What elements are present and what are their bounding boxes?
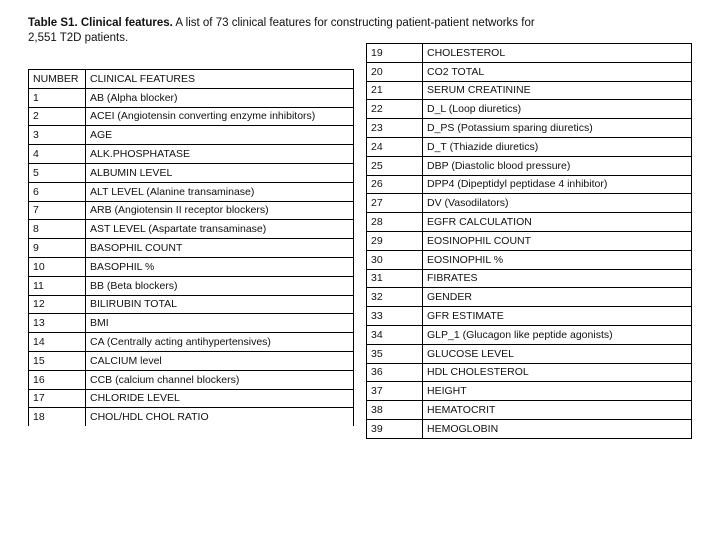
table-row [367, 307, 692, 326]
feature-number: 32 [367, 288, 423, 307]
feature-number: 24 [367, 137, 423, 156]
feature-name: AB (Alpha blocker) [86, 88, 354, 107]
table-row [29, 276, 354, 295]
table-row [367, 363, 692, 382]
feature-name: CCB (calcium channel blockers) [86, 370, 354, 389]
feature-name: ALBUMIN LEVEL [86, 163, 354, 182]
feature-name: AGE [86, 126, 354, 145]
feature-number: 28 [367, 213, 423, 232]
table-row [367, 194, 692, 213]
feature-number: 5 [29, 163, 86, 182]
header-clinical-features: CLINICAL FEATURES [86, 70, 354, 89]
table-row [367, 213, 692, 232]
feature-number: 25 [367, 156, 423, 175]
feature-name: GENDER [423, 288, 692, 307]
feature-name: SERUM CREATININE [423, 81, 692, 100]
feature-number: 27 [367, 194, 423, 213]
table-row [367, 382, 692, 401]
feature-name: CHOL/HDL CHOL RATIO [86, 408, 354, 426]
feature-number: 11 [29, 276, 86, 295]
table-row [29, 88, 354, 107]
table-row [29, 333, 354, 352]
feature-name: CO2 TOTAL [423, 62, 692, 81]
feature-name: AST LEVEL (Aspartate transaminase) [86, 220, 354, 239]
feature-name: DBP (Diastolic blood pressure) [423, 156, 692, 175]
feature-name: D_T (Thiazide diuretics) [423, 137, 692, 156]
table-row [29, 163, 354, 182]
table-row [367, 250, 692, 269]
feature-number: 3 [29, 126, 86, 145]
feature-number: 33 [367, 307, 423, 326]
feature-number: 36 [367, 363, 423, 382]
feature-name: HEMOGLOBIN [423, 419, 692, 438]
feature-number: 35 [367, 344, 423, 363]
feature-name: ARB (Angiotensin II receptor blockers) [86, 201, 354, 220]
feature-number: 30 [367, 250, 423, 269]
table-row [29, 408, 354, 426]
table-row [367, 81, 692, 100]
feature-name: CHOLESTEROL [423, 44, 692, 63]
left-features-table [28, 69, 354, 426]
feature-name: ALK.PHOSPHATASE [86, 145, 354, 164]
table-row [29, 257, 354, 276]
feature-number: 14 [29, 333, 86, 352]
feature-name: HDL CHOLESTEROL [423, 363, 692, 382]
feature-number: 21 [367, 81, 423, 100]
table-row [29, 107, 354, 126]
feature-name: GFR ESTIMATE [423, 307, 692, 326]
feature-number: 15 [29, 351, 86, 370]
table-row [367, 401, 692, 420]
feature-number: 10 [29, 257, 86, 276]
header-number: NUMBER [29, 70, 86, 89]
table-row [29, 370, 354, 389]
caption-text: A list of 73 clinical features for constructing patient-patient networks for 2,551 T2D patients. [28, 17, 535, 44]
table-row [29, 389, 354, 408]
feature-name: DPP4 (Dipeptidyl peptidase 4 inhibitor) [423, 175, 692, 194]
feature-name: HEMATOCRIT [423, 401, 692, 420]
feature-number: 6 [29, 182, 86, 201]
table-header-row [29, 70, 354, 89]
feature-name: CA (Centrally acting antihypertensives) [86, 333, 354, 352]
feature-number: 13 [29, 314, 86, 333]
table-row [29, 126, 354, 145]
feature-number: 23 [367, 119, 423, 138]
feature-number: 20 [367, 62, 423, 81]
table-row [367, 137, 692, 156]
feature-number: 31 [367, 269, 423, 288]
feature-name: CHLORIDE LEVEL [86, 389, 354, 408]
feature-number: 9 [29, 239, 86, 258]
caption-title: Table S1. Clinical features. [28, 17, 173, 29]
table-row [29, 239, 354, 258]
feature-name: CALCIUM level [86, 351, 354, 370]
feature-number: 19 [367, 44, 423, 63]
feature-name: DV (Vasodilators) [423, 194, 692, 213]
table-row [367, 344, 692, 363]
feature-name: GLP_1 (Glucagon like peptide agonists) [423, 325, 692, 344]
feature-name: FIBRATES [423, 269, 692, 288]
table-row [367, 100, 692, 119]
feature-name: ACEI (Angiotensin converting enzyme inhibitors) [86, 107, 354, 126]
feature-name: D_PS (Potassium sparing diuretics) [423, 119, 692, 138]
table-row [367, 44, 692, 63]
feature-number: 22 [367, 100, 423, 119]
table-row [367, 156, 692, 175]
table-row [367, 325, 692, 344]
table-row [367, 231, 692, 250]
table-row [29, 182, 354, 201]
table-row [29, 314, 354, 333]
table-row [367, 119, 692, 138]
feature-number: 7 [29, 201, 86, 220]
right-features-table [366, 43, 692, 439]
feature-number: 39 [367, 419, 423, 438]
table-row [29, 295, 354, 314]
table-row [29, 351, 354, 370]
table-row [29, 220, 354, 239]
feature-name: BASOPHIL % [86, 257, 354, 276]
feature-number: 2 [29, 107, 86, 126]
feature-name: BB (Beta blockers) [86, 276, 354, 295]
feature-name: BASOPHIL COUNT [86, 239, 354, 258]
feature-number: 18 [29, 408, 86, 426]
feature-number: 37 [367, 382, 423, 401]
feature-number: 38 [367, 401, 423, 420]
table-row [367, 62, 692, 81]
table-row [367, 419, 692, 438]
feature-number: 1 [29, 88, 86, 107]
feature-name: D_L (Loop diuretics) [423, 100, 692, 119]
feature-number: 16 [29, 370, 86, 389]
feature-name: HEIGHT [423, 382, 692, 401]
table-row [29, 145, 354, 164]
feature-name: EOSINOPHIL % [423, 250, 692, 269]
feature-number: 29 [367, 231, 423, 250]
table-row [367, 269, 692, 288]
feature-number: 8 [29, 220, 86, 239]
table-row [29, 201, 354, 220]
feature-name: GLUCOSE LEVEL [423, 344, 692, 363]
feature-name: BMI [86, 314, 354, 333]
feature-number: 4 [29, 145, 86, 164]
table-caption [28, 16, 548, 46]
feature-number: 26 [367, 175, 423, 194]
feature-name: EOSINOPHIL COUNT [423, 231, 692, 250]
feature-number: 12 [29, 295, 86, 314]
feature-name: ALT LEVEL (Alanine transaminase) [86, 182, 354, 201]
feature-name: EGFR CALCULATION [423, 213, 692, 232]
feature-name: BILIRUBIN TOTAL [86, 295, 354, 314]
table-row [367, 288, 692, 307]
feature-number: 17 [29, 389, 86, 408]
feature-number: 34 [367, 325, 423, 344]
table-row [367, 175, 692, 194]
